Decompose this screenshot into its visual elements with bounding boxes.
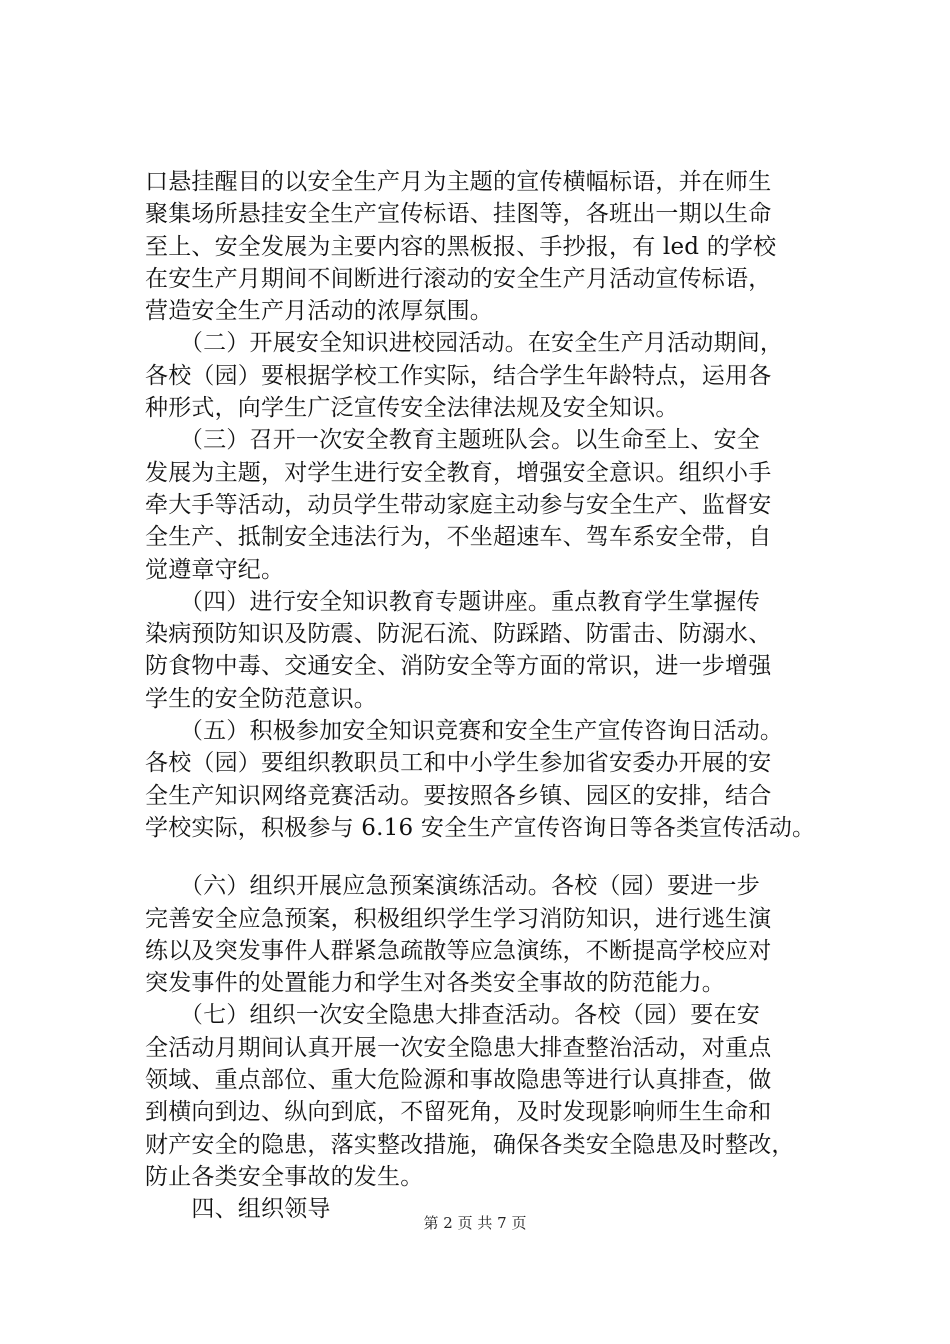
text-line: 全活动月期间认真开展一次安全隐患大排查整治活动，对重点 <box>145 1034 772 1061</box>
text-line: 财产安全的隐患，落实整改措施，确保各类安全隐患及时整改， <box>145 1131 795 1158</box>
text-line: 种形式，向学生广泛宣传安全法律法规及安全知识。 <box>145 395 679 422</box>
text-line: 染病预防知识及防震、防泥石流、防踩踏、防雷击、防溺水、 <box>145 621 772 648</box>
text-line: 完善安全应急预案，积极组织学生学习消防知识，进行逃生演 <box>145 905 772 932</box>
text-line: （五）积极参加安全知识竞赛和安全生产宣传咨询日活动。 <box>145 718 784 745</box>
text-line: 牵大手等活动，动员学生带动家庭主动参与安全生产、监督安 <box>145 491 772 518</box>
paragraph-gap <box>145 844 845 870</box>
text-line: 练以及突发事件人群紧急疏散等应急演练，不断提高学校应对 <box>145 937 772 964</box>
text-line: （三）召开一次安全教育主题班队会。以生命至上、安全 <box>145 427 760 454</box>
text-line: 突发事件的处置能力和学生对各类安全事故的防范能力。 <box>145 970 725 997</box>
text-line: 在安生产月期间不间断进行滚动的安全生产月活动宣传标语， <box>145 265 772 292</box>
text-line: 防食物中毒、交通安全、消防安全等方面的常识，进一步增强 <box>145 653 772 680</box>
text-line: 全生产知识网络竞赛活动。要按照各乡镇、园区的安排，结合 <box>145 782 772 809</box>
text-line: 学校实际，积极参与 6.16 安全生产宣传咨询日等各类宣传活动。 <box>145 814 816 841</box>
text-line: （六）组织开展应急预案演练活动。各校（园）要进一步 <box>145 873 760 900</box>
text-line: （四）进行安全知识教育专题讲座。重点教育学生掌握传 <box>145 588 760 615</box>
text-line: 防止各类安全事故的发生。 <box>145 1163 424 1190</box>
text-line: 到横向到边、纵向到底，不留死角，及时发现影响师生生命和 <box>145 1099 772 1126</box>
text-line: 全生产、抵制安全违法行为，不坐超速车、驾车系安全带，自 <box>145 524 772 551</box>
text-line: 营造安全生产月活动的浓厚氛围。 <box>145 298 493 325</box>
text-line: （二）开展安全知识进校园活动。在安全生产月活动期间， <box>145 330 784 357</box>
text-line: 学生的安全防范意识。 <box>145 685 377 712</box>
text-line: 聚集场所悬挂安全生产宣传标语、挂图等，各班出一期以生命 <box>145 201 772 228</box>
text-line: 口悬挂醒目的以安全生产月为主题的宣传横幅标语，并在师生 <box>145 169 772 195</box>
text-line: 觉遵章守纪。 <box>145 556 285 583</box>
section-heading: 四、组织领导 <box>145 1196 331 1223</box>
text-line: 各校（园）要组织教职员工和中小学生参加省安委办开展的安 <box>145 750 772 777</box>
text-line: （七）组织一次安全隐患大排查活动。各校（园）要在安 <box>145 1002 760 1029</box>
text-line: 领域、重点部位、重大危险源和事故隐患等进行认真排查，做 <box>145 1067 772 1094</box>
document-body <box>145 166 845 1226</box>
text-line: 至上、安全发展为主要内容的黑板报、手抄报，有 led 的学校 <box>145 233 777 260</box>
page-number: 第 2 页 共 7 页 <box>423 1214 527 1232</box>
text-line: 各校（园）要根据学校工作实际，结合学生年龄特点，运用各 <box>145 362 772 389</box>
text-line: 发展为主题，对学生进行安全教育，增强安全意识。组织小手 <box>145 459 772 486</box>
